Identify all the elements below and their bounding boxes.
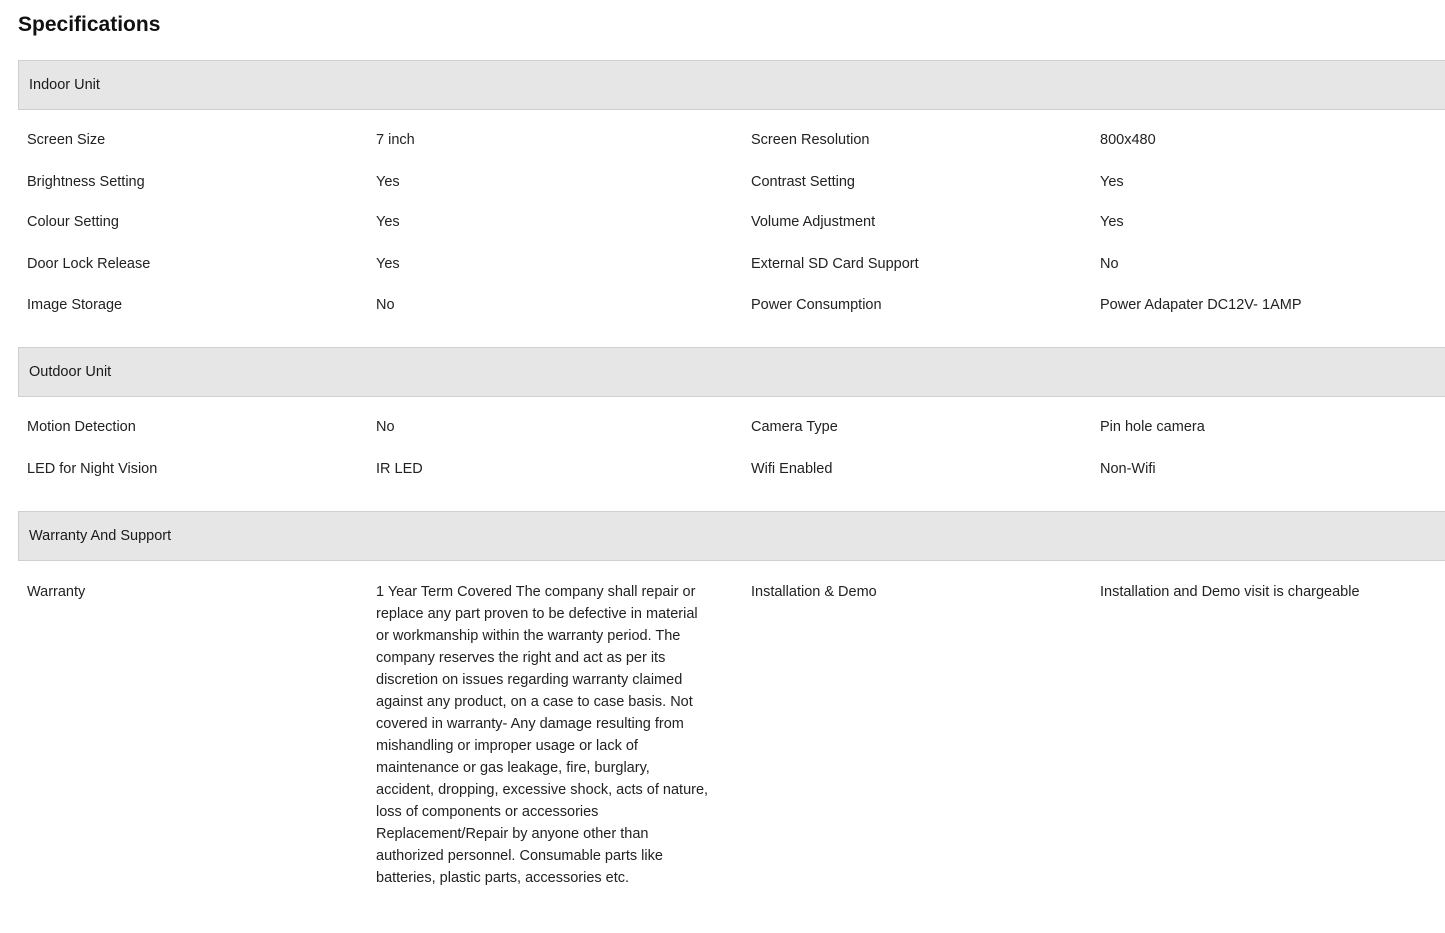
- spec-value: Yes: [1100, 174, 1124, 190]
- spec-row: [0, 211, 1445, 233]
- spec-value: 800x480: [1100, 132, 1156, 148]
- spec-row: [0, 129, 1445, 151]
- spec-label: Image Storage: [27, 297, 123, 313]
- section-title: Indoor Unit: [29, 77, 100, 93]
- spec-label: LED for Night Vision: [27, 461, 158, 477]
- spec-row: [0, 416, 1445, 438]
- spec-label: Contrast Setting: [751, 174, 855, 190]
- spec-row: [0, 458, 1445, 480]
- spec-value: Installation and Demo visit is chargeable: [1100, 584, 1360, 600]
- spec-value: No: [376, 419, 395, 435]
- spec-label: Volume Adjustment: [751, 214, 876, 230]
- spec-label: Warranty: [27, 584, 86, 600]
- spec-row: [0, 294, 1445, 316]
- spec-label: Motion Detection: [27, 419, 136, 435]
- spec-value: Non-Wifi: [1100, 461, 1156, 477]
- spec-label: Brightness Setting: [27, 174, 145, 190]
- spec-value: No: [376, 297, 395, 313]
- spec-label: Screen Size: [27, 132, 106, 148]
- spec-row: [0, 581, 1445, 603]
- spec-label: Door Lock Release: [27, 256, 151, 272]
- spec-value: 7 inch: [376, 132, 415, 148]
- warranty-description: 1 Year Term Covered The company shall repair or replace any part proven to be defective in material or workmanship within the warranty period. The company reserves the right and act as per its discretion on issues regarding warranty claimed against any product, on a case to case basis. Not covered in warranty- Any damage resulting from mishandling or improper usage or lack of maintenance or gas leakage, fire, burglary, accident, dropping, excessive shock, acts of nature, loss of components or accessories Replacement/Repair by anyone other than authorized personnel. Consumable parts like batteries, plastic parts, accessories etc.: [376, 584, 709, 886]
- spec-label: Screen Resolution: [751, 132, 870, 148]
- spec-value: Yes: [376, 214, 400, 230]
- spec-row: [0, 253, 1445, 275]
- spec-label: Colour Setting: [27, 214, 119, 230]
- section-title: Warranty And Support: [29, 528, 172, 544]
- spec-value: Power Adapater DC12V- 1AMP: [1100, 297, 1302, 313]
- spec-value: IR LED: [376, 461, 423, 477]
- section-header-outdoor-unit[interactable]: [18, 347, 1445, 397]
- spec-row: [0, 171, 1445, 193]
- section-header-indoor-unit[interactable]: [18, 60, 1445, 110]
- spec-label: External SD Card Support: [751, 256, 919, 272]
- page-title: Specifications: [18, 13, 161, 36]
- spec-label: Wifi Enabled: [751, 461, 833, 477]
- spec-value: Yes: [1100, 214, 1124, 230]
- spec-value: No: [1100, 256, 1119, 272]
- spec-label: Installation & Demo: [751, 584, 877, 600]
- section-title: Outdoor Unit: [29, 364, 112, 380]
- section-header-warranty-and-support[interactable]: [18, 511, 1445, 561]
- spec-value: Yes: [376, 256, 400, 272]
- spec-label: Camera Type: [751, 419, 838, 435]
- spec-label: Power Consumption: [751, 297, 882, 313]
- spec-value: Pin hole camera: [1100, 419, 1205, 435]
- spec-value: Yes: [376, 174, 400, 190]
